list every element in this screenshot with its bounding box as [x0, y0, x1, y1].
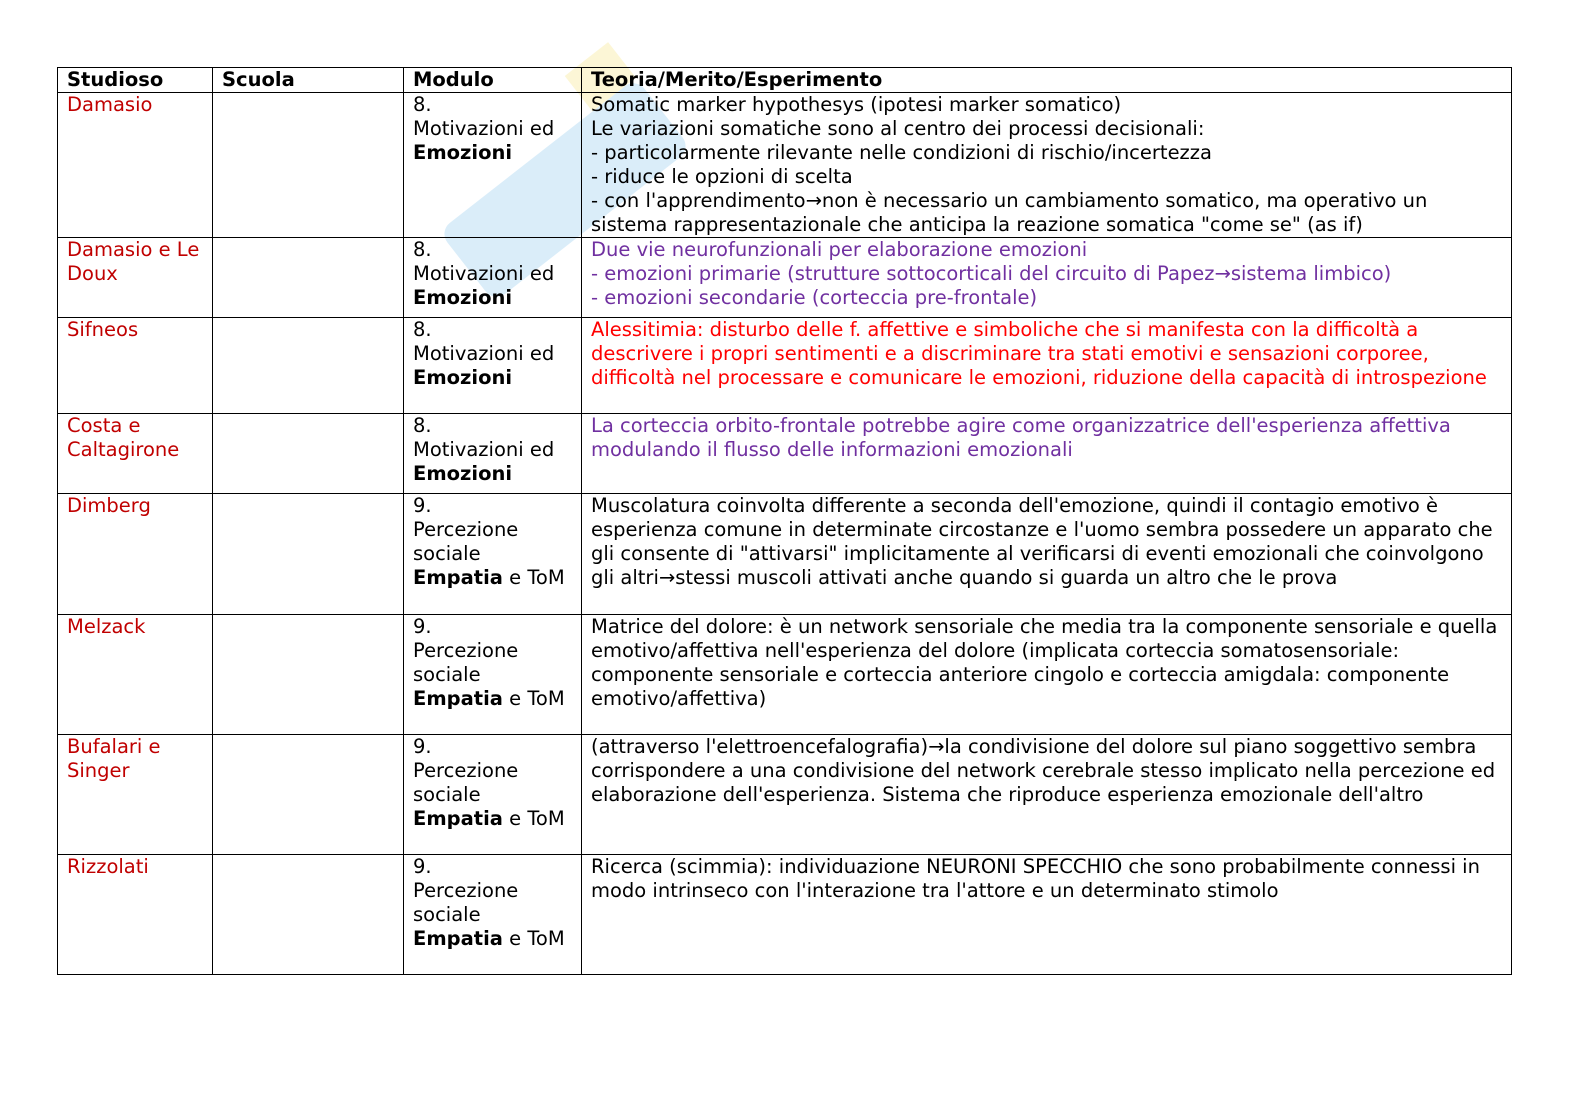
teoria-line: - particolarmente rilevante nelle condizioni di rischio/incertezza: [591, 141, 1212, 164]
modulo-topic: Emozioni: [413, 141, 513, 164]
modulo-number: 8.: [413, 93, 432, 116]
studioso-cell: Dimberg: [58, 494, 213, 615]
modulo-title: Percezione sociale: [413, 759, 519, 806]
scuola-cell: [213, 414, 404, 494]
modulo-topic: Empatia: [413, 807, 503, 830]
teoria-cell: [582, 93, 1512, 238]
modulo-cell: [404, 615, 582, 735]
modulo-title: Percezione sociale: [413, 639, 519, 686]
header-studioso: Studioso: [58, 68, 213, 93]
scuola-cell: [213, 93, 404, 238]
modulo-topic-suffix: e ToM: [502, 687, 565, 710]
teoria-line: Somatic marker hypothesys (ipotesi marker somatico): [591, 93, 1122, 116]
teoria-line: - emozioni primarie (strutture sottocorticali del circuito di Papez→sistema limbico): [591, 262, 1392, 285]
table-row: [58, 855, 1512, 975]
modulo-topic-suffix: e ToM: [502, 807, 565, 830]
modulo-cell: [404, 318, 582, 414]
teoria-line: La corteccia orbito-frontale potrebbe agire come organizzatrice dell'esperienza affettiva modulando il flusso delle informazioni emozionali: [591, 414, 1451, 461]
modulo-number: 8.: [413, 414, 432, 437]
teoria-line: Alessitimia: disturbo delle f. affettive e simboliche che si manifesta con la difficoltà a descrivere i propri sentimenti e a discriminare tra stati emotivi e sensazioni corporee, difficoltà nel processare e comunicare le emozioni, riduzione della capacità di introspezione: [591, 318, 1487, 389]
scuola-cell: [213, 615, 404, 735]
header-teoria: Teoria/Merito/Esperimento: [582, 68, 1512, 93]
modulo-topic: Emozioni: [413, 462, 513, 485]
teoria-cell: [582, 615, 1512, 735]
notes-table: [57, 67, 1512, 975]
modulo-cell: [404, 93, 582, 238]
teoria-cell: [582, 414, 1512, 494]
header-row: [58, 68, 1512, 93]
header-scuola: Scuola: [213, 68, 404, 93]
modulo-title: Motivazioni ed: [413, 438, 555, 461]
modulo-number: 8.: [413, 318, 432, 341]
modulo-topic: Empatia: [413, 566, 503, 589]
teoria-line: Due vie neurofunzionali per elaborazione emozioni: [591, 238, 1088, 261]
teoria-line: Matrice del dolore: è un network sensoriale che media tra la componente sensoriale e quella emotivo/affettiva nell'esperienza del dolore (implicata corteccia somatosensoriale: componente sensoriale e corteccia anteriore cingolo e corteccia amigdala: componente emotivo/affettiva): [591, 615, 1498, 710]
table-row: [58, 238, 1512, 318]
scuola-cell: [213, 238, 404, 318]
teoria-line: Muscolatura coinvolta differente a seconda dell'emozione, quindi il contagio emotivo è esperienza comune in determinate circostanze e l'uomo sembra possedere un apparato che gli consente di "attivarsi" implicitamente al verificarsi di eventi emozionali che coinvolgono gli altri→stessi muscoli attivati anche quando si guarda un altro che le prova: [591, 494, 1493, 589]
modulo-topic: Emozioni: [413, 366, 513, 389]
teoria-line: (attraverso l'elettroencefalografia)→la condivisione del dolore sul piano soggettivo sembra corrispondere a una condivisione del network cerebrale stesso implicato nella percezione ed elaborazione dell'esperienza. Sistema che riproduce esperienza emozionale dell'altro: [591, 735, 1496, 806]
modulo-number: 9.: [413, 855, 432, 878]
teoria-line: - riduce le opzioni di scelta: [591, 165, 853, 188]
modulo-cell: [404, 855, 582, 975]
teoria-line: Le variazioni somatiche sono al centro dei processi decisionali:: [591, 117, 1205, 140]
studioso-cell: Bufalari e Singer: [58, 735, 213, 855]
teoria-line: Ricerca (scimmia): individuazione NEURONI SPECCHIO che sono probabilmente connessi in modo intrinseco con l'interazione tra l'attore e un determinato stimolo: [591, 855, 1480, 902]
modulo-number: 9.: [413, 735, 432, 758]
modulo-title: Motivazioni ed: [413, 117, 555, 140]
modulo-title: Motivazioni ed: [413, 342, 555, 365]
modulo-title: Percezione sociale: [413, 879, 519, 926]
modulo-number: 9.: [413, 615, 432, 638]
scuola-cell: [213, 318, 404, 414]
scuola-cell: [213, 494, 404, 615]
studioso-cell: Sifneos: [58, 318, 213, 414]
table-row: [58, 494, 1512, 615]
studioso-cell: Costa e Caltagirone: [58, 414, 213, 494]
modulo-cell: [404, 238, 582, 318]
scuola-cell: [213, 735, 404, 855]
modulo-cell: [404, 735, 582, 855]
table-row: [58, 318, 1512, 414]
teoria-cell: [582, 735, 1512, 855]
teoria-line: - emozioni secondarie (corteccia pre-frontale): [591, 286, 1038, 309]
modulo-number: 9.: [413, 494, 432, 517]
teoria-cell: [582, 238, 1512, 318]
teoria-cell: [582, 494, 1512, 615]
modulo-title: Percezione sociale: [413, 518, 519, 565]
teoria-cell: [582, 318, 1512, 414]
modulo-topic-suffix: e ToM: [502, 566, 565, 589]
header-modulo: Modulo: [404, 68, 582, 93]
table-row: [58, 414, 1512, 494]
studioso-cell: Damasio e Le Doux: [58, 238, 213, 318]
studioso-cell: Melzack: [58, 615, 213, 735]
modulo-topic: Emozioni: [413, 286, 513, 309]
table-row: [58, 615, 1512, 735]
table-row: [58, 735, 1512, 855]
teoria-cell: [582, 855, 1512, 975]
modulo-number: 8.: [413, 238, 432, 261]
scuola-cell: [213, 855, 404, 975]
modulo-title: Motivazioni ed: [413, 262, 555, 285]
studioso-cell: Damasio: [58, 93, 213, 238]
modulo-topic: Empatia: [413, 927, 503, 950]
modulo-cell: [404, 414, 582, 494]
modulo-topic-suffix: e ToM: [502, 927, 565, 950]
table-row: [58, 93, 1512, 238]
teoria-line: - con l'apprendimento→non è necessario un cambiamento somatico, ma operativo un sistema rappresentazionale che anticipa la reazione somatica "come se" (as if): [591, 189, 1428, 236]
modulo-topic: Empatia: [413, 687, 503, 710]
studioso-cell: Rizzolati: [58, 855, 213, 975]
modulo-cell: [404, 494, 582, 615]
